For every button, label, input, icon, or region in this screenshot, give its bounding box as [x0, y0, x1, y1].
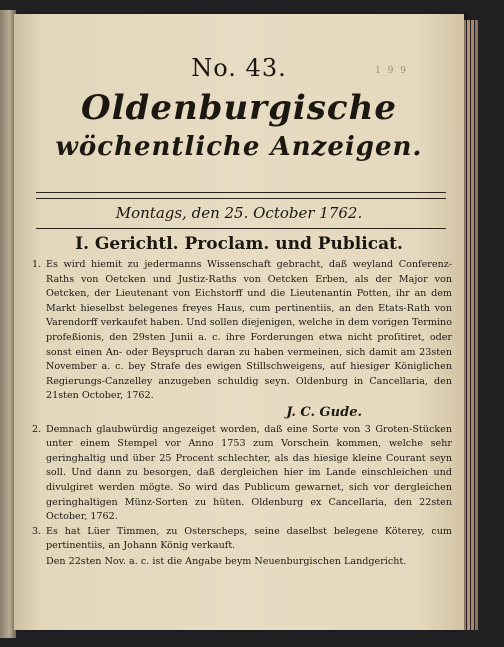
entry-text: Es hat Lüer Timmen, zu Osterscheps, seine daselbst belegene Köterey, cum pertinentiis, an Johann König verkauft. — [46, 525, 452, 552]
page-edge-layer — [475, 20, 478, 630]
corner-page-mark: 1 9 9 — [375, 66, 408, 76]
page-edge-layer — [467, 20, 470, 630]
entry-text: Demnach glaubwürdig angezeiget worden, daß eine Sorte von 3 Groten-Stücken unter einem Stempel vor Anno 1753 zum Vorschein kommen, welche sehr geringhaltig und über 25 Procent schlechter, als das hiesige kleine Courant seyn soll. Und dann zu besorgen, daß dergleichen hier im Lande einschleichen und divulgiret werden mögte. So wird das Publicum gewarnet, sich vor dergleichen geringhaltigen Münz-Sorten zu hüten. Oldenburg ex Cancellaria, den 22sten October, 1762. — [46, 423, 452, 523]
entry-text: Es wird hiemit zu jedermanns Wissenschaft gebracht, daß weyland Conferenz-Raths von Oetcken und Justiz-Raths von Oetcken Erben, als der Major von Oetcken, der Lieutenant von Eichstorff und die Lieutenantin Potten, ihr an dem Markt hieselbst belegenes freyes Haus, cum pertinentiis, an den Etats-Rath von Varendorff verkaufet haben. Und sollen diejenigen, welche in dem vorigen Termino profeßionis, den 29sten Junii a. c. ihre Forderungen etwa nicht proſitiret, oder sonst einen An- oder Beyspruch daran zu haben vermeinen, sich damit am 23sten November a. c. bey Strafe des ewigen Stillschweigens, auf hiesiger Königlichen Regierungs-Canzelley anzugeben schuldig seyn. Oldenburg in Cancellaria, den 21sten October, 1762. — [46, 259, 452, 402]
notice-entry — [32, 258, 452, 404]
section-heading: I. Gerichtl. Proclam. und Publicat. — [75, 234, 403, 254]
newspaper-page — [14, 14, 464, 630]
masthead-rule-thick — [36, 192, 446, 193]
page-edge-layer — [471, 20, 474, 630]
article-body — [32, 258, 452, 569]
masthead-rule-thin — [36, 198, 446, 199]
masthead-title-line1: Oldenburgische — [81, 88, 397, 128]
issue-number: No. 43. — [191, 54, 287, 82]
notice-entry — [32, 423, 452, 525]
masthead-title-line2: wöchentliche Anzeigen. — [55, 132, 423, 162]
issue-date: Montags, den 25. October 1762. — [115, 204, 363, 222]
entry-number: 3. — [32, 525, 42, 537]
masthead — [14, 54, 464, 164]
notice-entry — [32, 525, 452, 554]
entry-number: 1. — [32, 259, 42, 270]
date-rule — [36, 228, 446, 229]
closing-line: Den 22sten Nov. a. c. ist die Angabe beym Neuenburgischen Landgericht. — [46, 555, 407, 567]
entry-number: 2. — [32, 423, 42, 435]
entry-signature: J. C. Gude. — [286, 404, 362, 420]
